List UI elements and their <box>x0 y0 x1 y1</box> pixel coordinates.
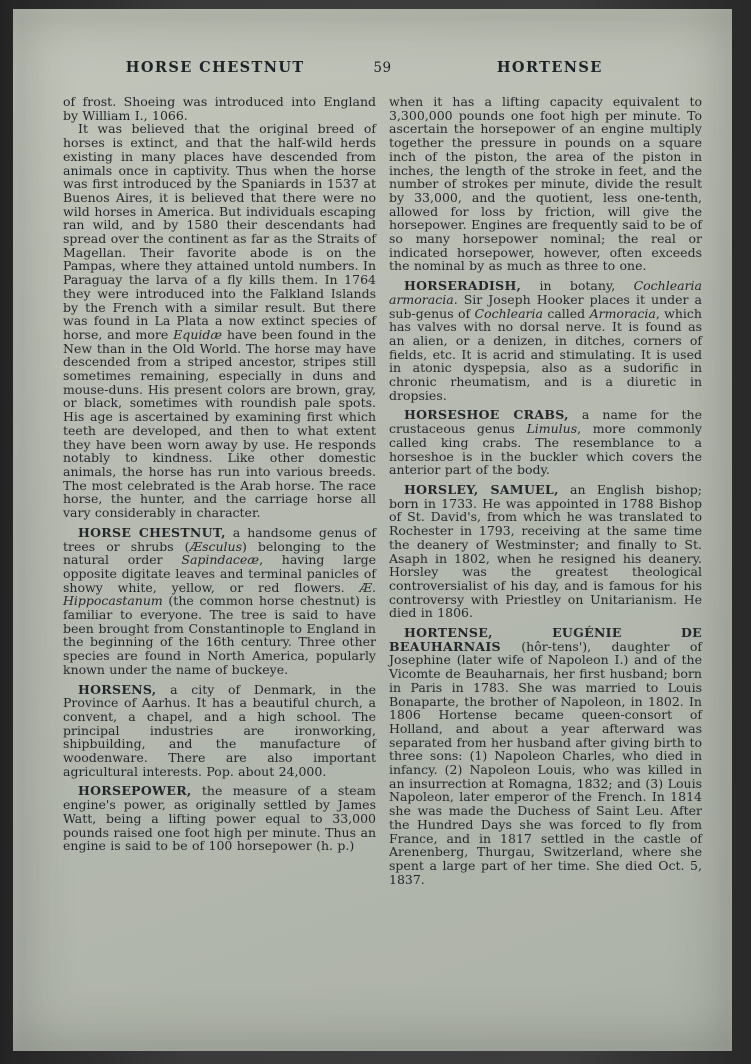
italic-term: Cochlearia armoracia <box>389 278 702 307</box>
paragraph <box>63 122 376 519</box>
italic-term: Æsculus <box>189 538 243 554</box>
text-run: an English bishop; born in 1733. He was appointed in 1788 Bishop of St. David's, from which he was translated to Rochester in 1793, receiving at the same time the deanery of Westminster; and finally to St. Asaph in 1802, when he resigned his deanery. Horsley was the greatest theological controversialist of his day, and is famous for his controversy with Priestley on Unitarianism. He died in 1806. <box>389 481 702 621</box>
entry-headword: HORTENSE, EUGÉNIE DE BEAUHARNAIS <box>389 625 702 654</box>
italic-term: Armoracia <box>589 305 656 321</box>
entry-paragraph <box>63 784 376 853</box>
text-run: a city of Denmark, in the Province of Aarhus. It has a beautiful church, a convent, a chapel, and a high school. The principal industries are ironworking, shipbuilding, and the manufacture of woodenware. There are also important agricultural interests. Pop. about 24,000. <box>63 681 376 779</box>
entry-paragraph <box>389 626 702 886</box>
italic-term: Equidæ <box>173 326 223 342</box>
italic-term: Æ. Hippocastanum <box>63 579 376 609</box>
text-run: (the common horse chestnut) is familiar to everyone. The tree is said to have been brought from Constantinople to England in the beginning of the 16th century. Three other species are found in North America, popularly known under the name of buckeye. <box>63 593 376 677</box>
text-run: It was believed that the original breed of horses is extinct, and that the half-wild herds existing in many places have descended from animals once in captivity. Thus when the horse was first introduced by the Spaniards in 1537 at Buenos Aires, it is believed that there were no wild horses in America. But individuals escaping ran wild, and by 1580 their descendants had spread over the continent as far as the Straits of Magellan. Their favorite abode is on the Pampas, where they attained untold numbers. In Paraguay the larva of a fly kills them. In 1764 they were introduced into the Falkland Islands by the French with a similar result. But there was found in La Plata a now extinct species of horse, and more <box>63 121 376 342</box>
entry-paragraph <box>63 526 376 677</box>
text-run: , more commonly called king crabs. The resemblance to a horseshoe is in the buckler which covers the anterior part of the body. <box>389 421 703 478</box>
text-run: . Sir Joseph Hooker places it under a sub-genus of <box>389 291 702 321</box>
entry-paragraph <box>389 408 702 477</box>
paragraph <box>389 95 702 273</box>
page-number: 59 <box>373 60 392 76</box>
entry-headword: HORSENS, <box>78 681 157 697</box>
entry-headword: HORSESHOE CRABS, <box>404 407 569 423</box>
text-run: when it has a lifting capacity equivalent to 3,300,000 pounds one foot high per minute. To ascertain the horsepower of an engine multiply together the pressure in pounds on a square inch of the piston, the area of the piston in inches, the length of the stroke in feet, and the number of strokes per minute, divide the result by 33,000, and the quotient, less one-tenth, allowed for loss by friction, will give the horsepower. Engines are frequently said to be of so many horsepower nominal; the real or indicated horsepower, however, often exceeds the nominal by as much as three to one. <box>389 94 702 274</box>
italic-term: Sapindaceæ <box>181 552 260 568</box>
text-run: a name for the crustaceous genus <box>389 407 702 437</box>
left-column <box>63 95 376 886</box>
text-run: ) belonging to the natural order <box>63 538 376 568</box>
entry-headword: HORSE CHESTNUT, <box>78 524 226 540</box>
text-run: the measure of a steam engine's power, as originally settled by James Watt, being a lifting power equal to 33,000 pounds raised one foot high per minute. Thus an engine is said to be of 100 horsepower (h. p.) <box>63 783 376 854</box>
entry-paragraph <box>63 683 376 779</box>
entry-headword: HORSLEY, SAMUEL, <box>404 481 559 497</box>
text-columns <box>13 76 732 886</box>
right-column <box>389 95 702 886</box>
entry-headword: HORSEPOWER, <box>78 783 192 799</box>
paragraph <box>63 95 376 122</box>
text-run: of frost. Shoeing was introduced into England by William I., 1066. <box>63 94 376 123</box>
entry-headword: HORSERADISH, <box>404 278 522 294</box>
header-right-title: HORTENSE <box>496 59 603 76</box>
text-run: a handsome genus of trees or shrubs ( <box>63 524 376 554</box>
page-header <box>13 9 732 76</box>
text-run: in botany, <box>521 278 634 294</box>
text-run: have been found in the New than in the Old World. The horse may have descended from a striped ancestor, stripes still sometimes remaining, especially in duns and mouse-duns. His present colors are brown, gray, or black, sometimes with roundish pale spots. His age is ascertained by examining first which teeth are developed, and then to what extent they have been worn away by use. He responds notably to kindness. Like other domestic animals, the horse has run into various breeds. The most celebrated is the Arab horse. The race horse, the hunter, and the carriage horse all vary considerably in character. <box>63 326 377 521</box>
italic-term: Limulus <box>526 421 578 437</box>
text-run: called <box>542 305 590 321</box>
text-run: , having large opposite digitate leaves and terminal panicles of showy white, yellow, or red flowers. <box>63 552 376 595</box>
header-left-title: HORSE CHESTNUT <box>125 59 305 76</box>
book-page <box>13 9 732 1051</box>
entry-paragraph <box>389 279 702 402</box>
text-run: , which has valves with no dorsal nerve. It is found as an alien, or a denizen, in ditches, corners of fields, etc. It is acrid and stimulating. It is used in atonic dyspepsia, also as a sudorific in chronic rheumatism, and is a diuretic in dropsies. <box>389 305 702 403</box>
text-run: (hôr-tens'), daughter of Josephine (later wife of Napoleon I.) and of the Vicomte de Beauharnais, her first husband; born in Paris in 1783. She was married to Louis Bonaparte, the brother of Napoleon, in 1802. In 1806 Hortense became queen-consort of Holland, and about a year afterward was separated from her husband after giving birth to three sons: (1) Napoleon Charles, who died in infancy. (2) Napoleon Louis, who was killed in an insurrection at Romagna, 1832; and (3) Louis Napoleon, later emperor of the French. In 1814 she was made the Duchess of Saint Leu. After the Hundred Days she was forced to fly from France, and in 1817 settled in the castle of Arenenberg, Thurgau, Switzerland, where she spent a large part of her time. She died Oct. 5, 1837. <box>389 638 702 887</box>
italic-term: Cochlearia <box>474 305 543 321</box>
entry-paragraph <box>389 483 702 620</box>
